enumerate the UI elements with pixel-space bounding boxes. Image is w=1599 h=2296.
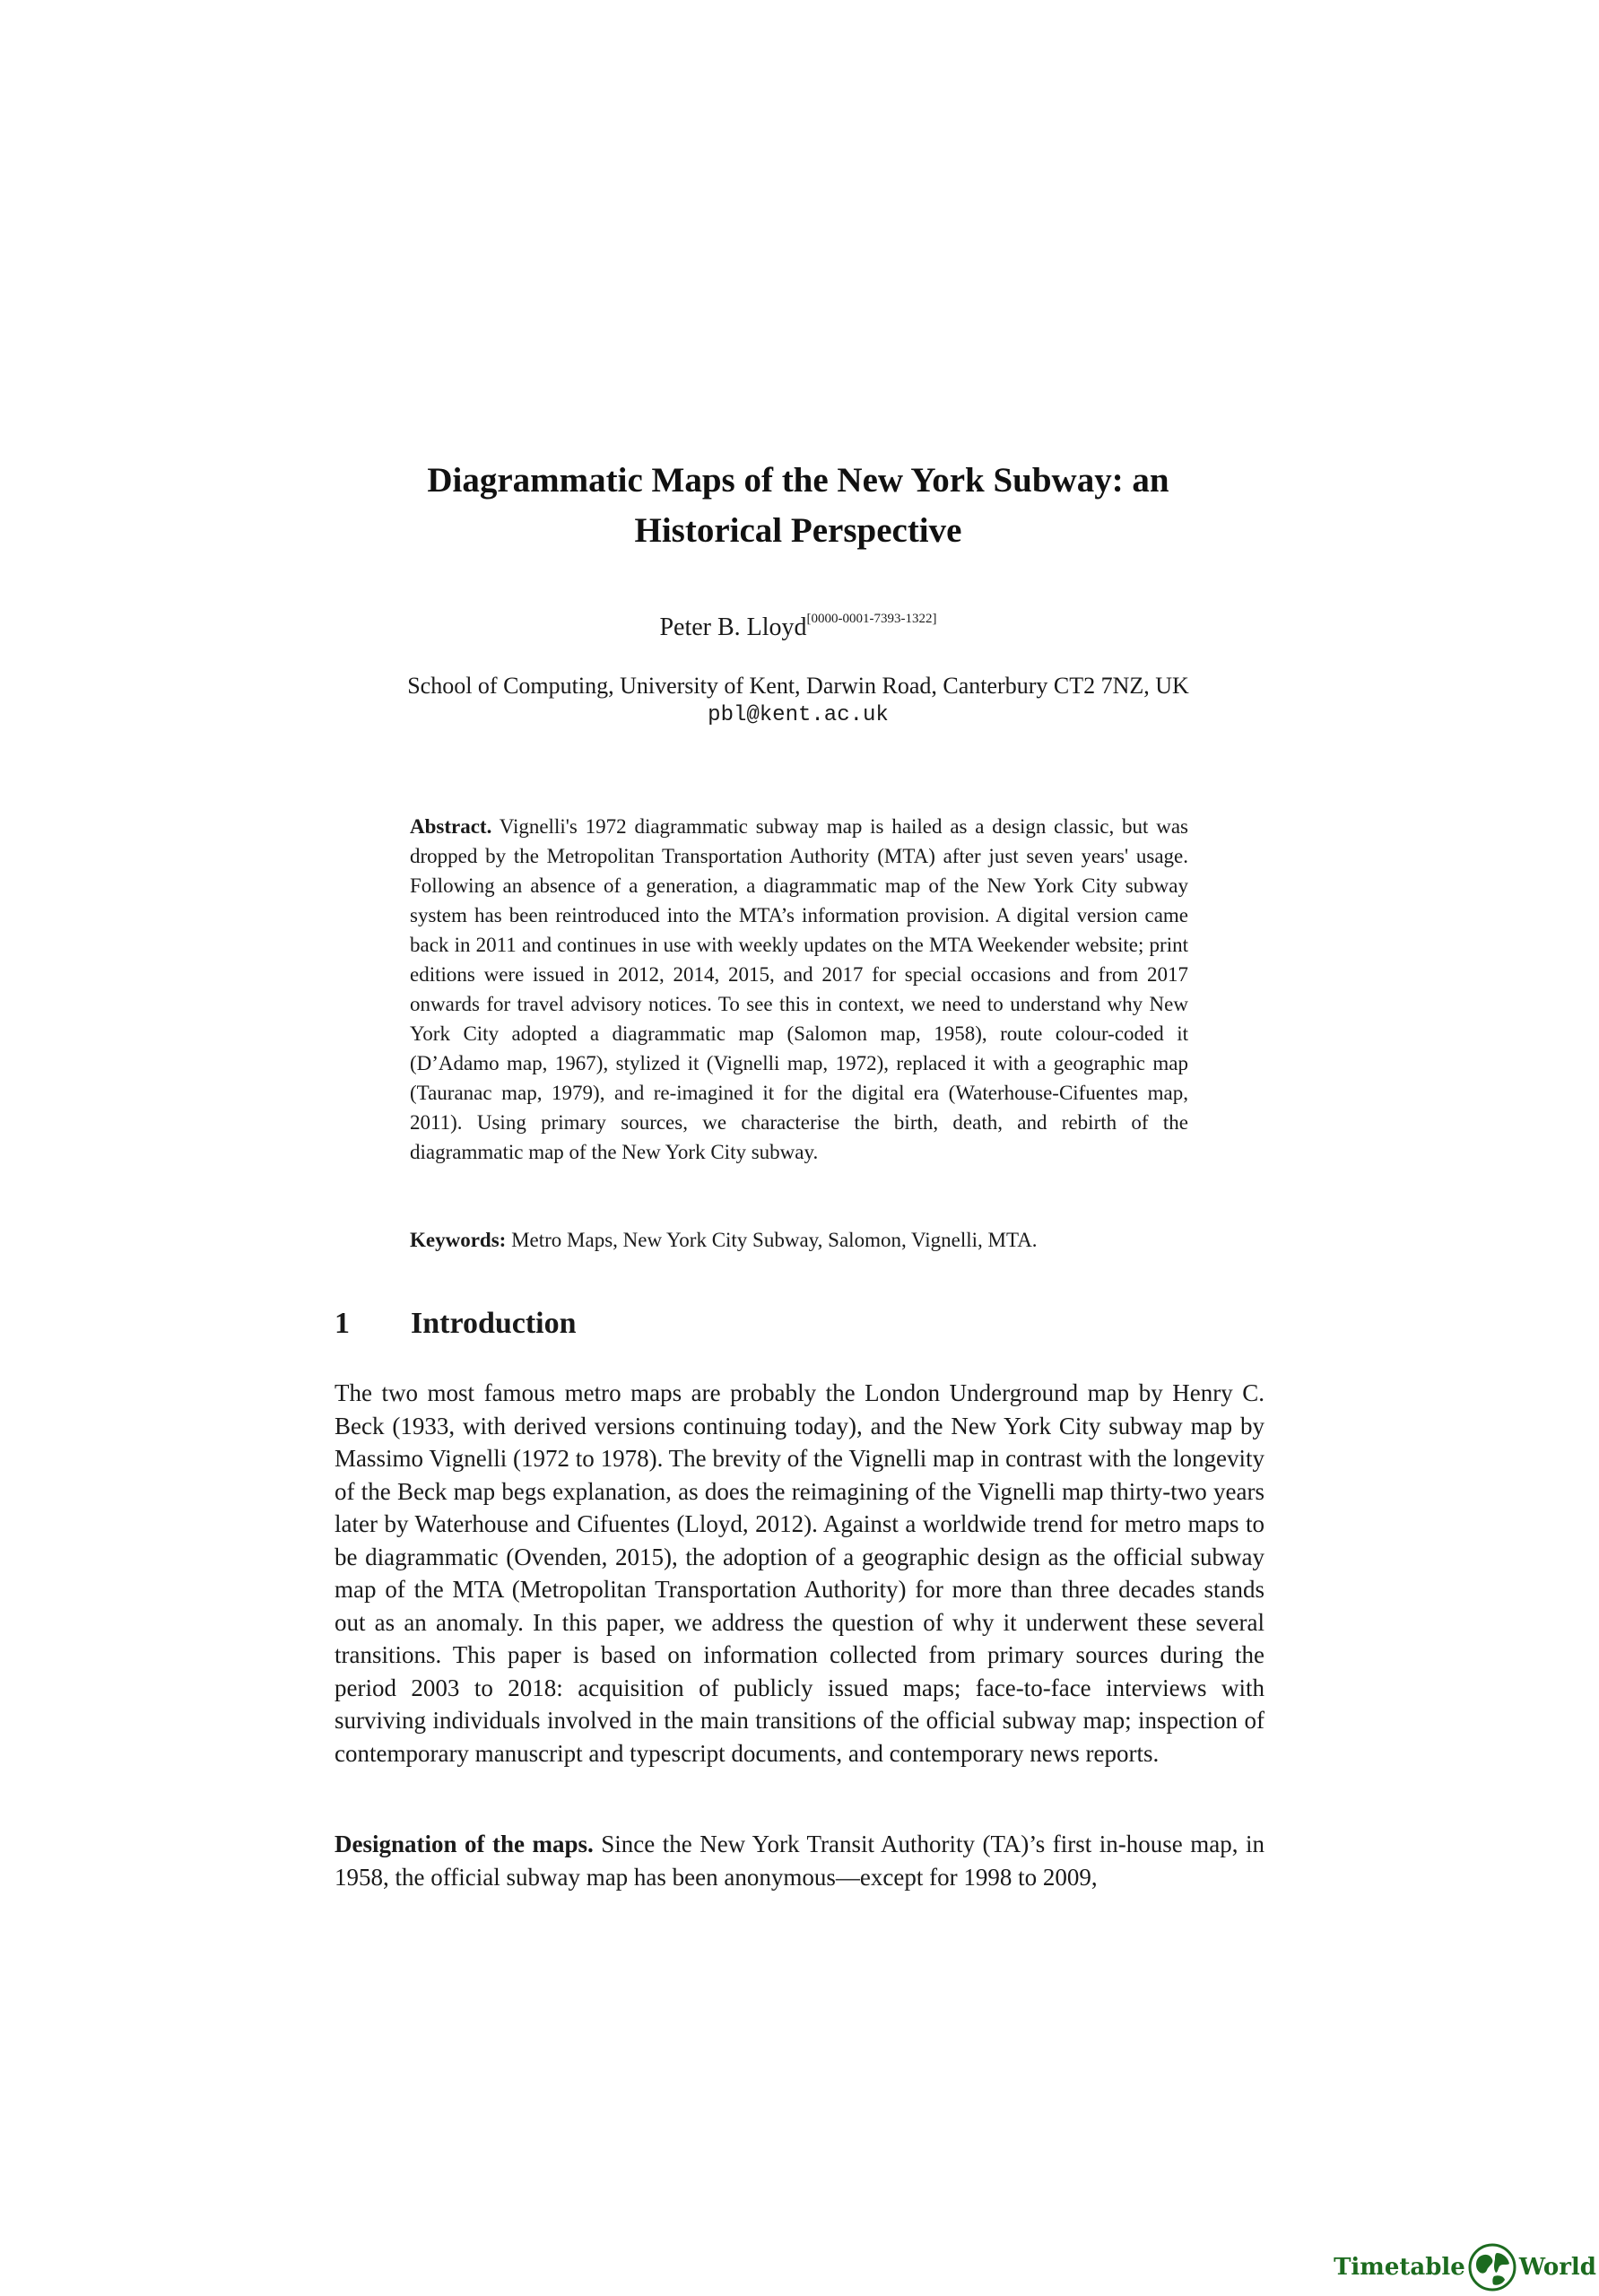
logo-right-word: World: [1518, 2254, 1596, 2281]
designation-text: Since the New York Transit Authority (TA)’s first in-house map, in 1958, the official subway map has been anonymous—except for 1998 to 2009,: [335, 1831, 1264, 1891]
author-email: pbl@kent.ac.uk: [708, 703, 889, 727]
abstract-label: Abstract.: [410, 815, 492, 838]
keywords: [410, 1225, 1188, 1255]
abstract: [410, 812, 1188, 1167]
affiliation: School of Computing, University of Kent, Darwin Road, Canterbury CT2 7NZ, UK: [407, 673, 1189, 699]
author-orcid: [0000-0001-7393-1322]: [806, 612, 937, 626]
logo-left-word: Timetable: [1334, 2254, 1465, 2281]
designation-label: Designation of the maps.: [335, 1831, 594, 1857]
paper-title: [296, 456, 1300, 556]
timetable-world-logo: [1334, 2239, 1596, 2296]
keywords-label: Keywords:: [410, 1229, 507, 1251]
section-number: 1: [335, 1307, 350, 1340]
intro-paragraph: The two most famous metro maps are probably the London Underground map by Henry C. Beck (1933, with derived versions continuing today), and the New York City subway map by Massimo Vignelli (1972 to 1978). The brevity of the Vignelli map in contrast with the longevity of the Beck map begs explanation, as does the reimagining of the Vignelli map thirty-two years later by Waterhouse and Cifuentes (Lloyd, 2012). Against a worldwide trend for metro maps to be diagrammatic (Ovenden, 2015), the adoption of a geographic design as the official subway map of the MTA (Metropolitan Transportation Authority) for more than three decades stands out as an anomaly. In this paper, we address the question of why it underwent these several transitions. This paper is based on information collected from primary sources during the period 2003 to 2018: acquisition of publicly issued maps; face-to-face interviews with surviving individuals involved in the main transitions of the official subway map; inspection of contemporary manuscript and typescript documents, and contemporary news reports.: [335, 1379, 1264, 1767]
author: [296, 612, 1300, 642]
keywords-text: Metro Maps, New York City Subway, Salomon, Vignelli, MTA.: [506, 1229, 1038, 1251]
section-heading: [335, 1304, 577, 1344]
abstract-text: Vignelli's 1972 diagrammatic subway map is hailed as a design classic, but was dropped by the Metropolitan Transportation Authority (MTA) after just seven years' usage. Following an absence of a generation, a diagrammatic map of the New York City subway system has been reintroduced into the MTA’s information provision. A digital version came back in 2011 and continues in use with weekly updates on the MTA Weekender website; print editions were issued in 2012, 2014, 2015, and 2017 for special occasions and from 2017 onwards for travel advisory notices. To see this in context, we need to understand why New York City adopted a diagrammatic map (Salomon map, 1958), route colour-coded it (D’Adamo map, 1967), stylized it (Vignelli map, 1972), replaced it with a geographic map (Tauranac map, 1979), and re-imagined it for the digital era (Waterhouse-Cifuentes map, 2011). Using primary sources, we characterise the birth, death, and rebirth of the diagrammatic map of the New York City subway.: [410, 815, 1188, 1163]
section-title: Introduction: [411, 1307, 577, 1340]
title-line-2: Historical Perspective: [634, 511, 962, 550]
title-line-1: Diagrammatic Maps of the New York Subway: an: [427, 461, 1169, 500]
globe-icon: [1467, 2242, 1517, 2292]
author-name: Peter B. Lloyd: [659, 613, 807, 641]
designation-paragraph: [335, 1828, 1264, 1893]
